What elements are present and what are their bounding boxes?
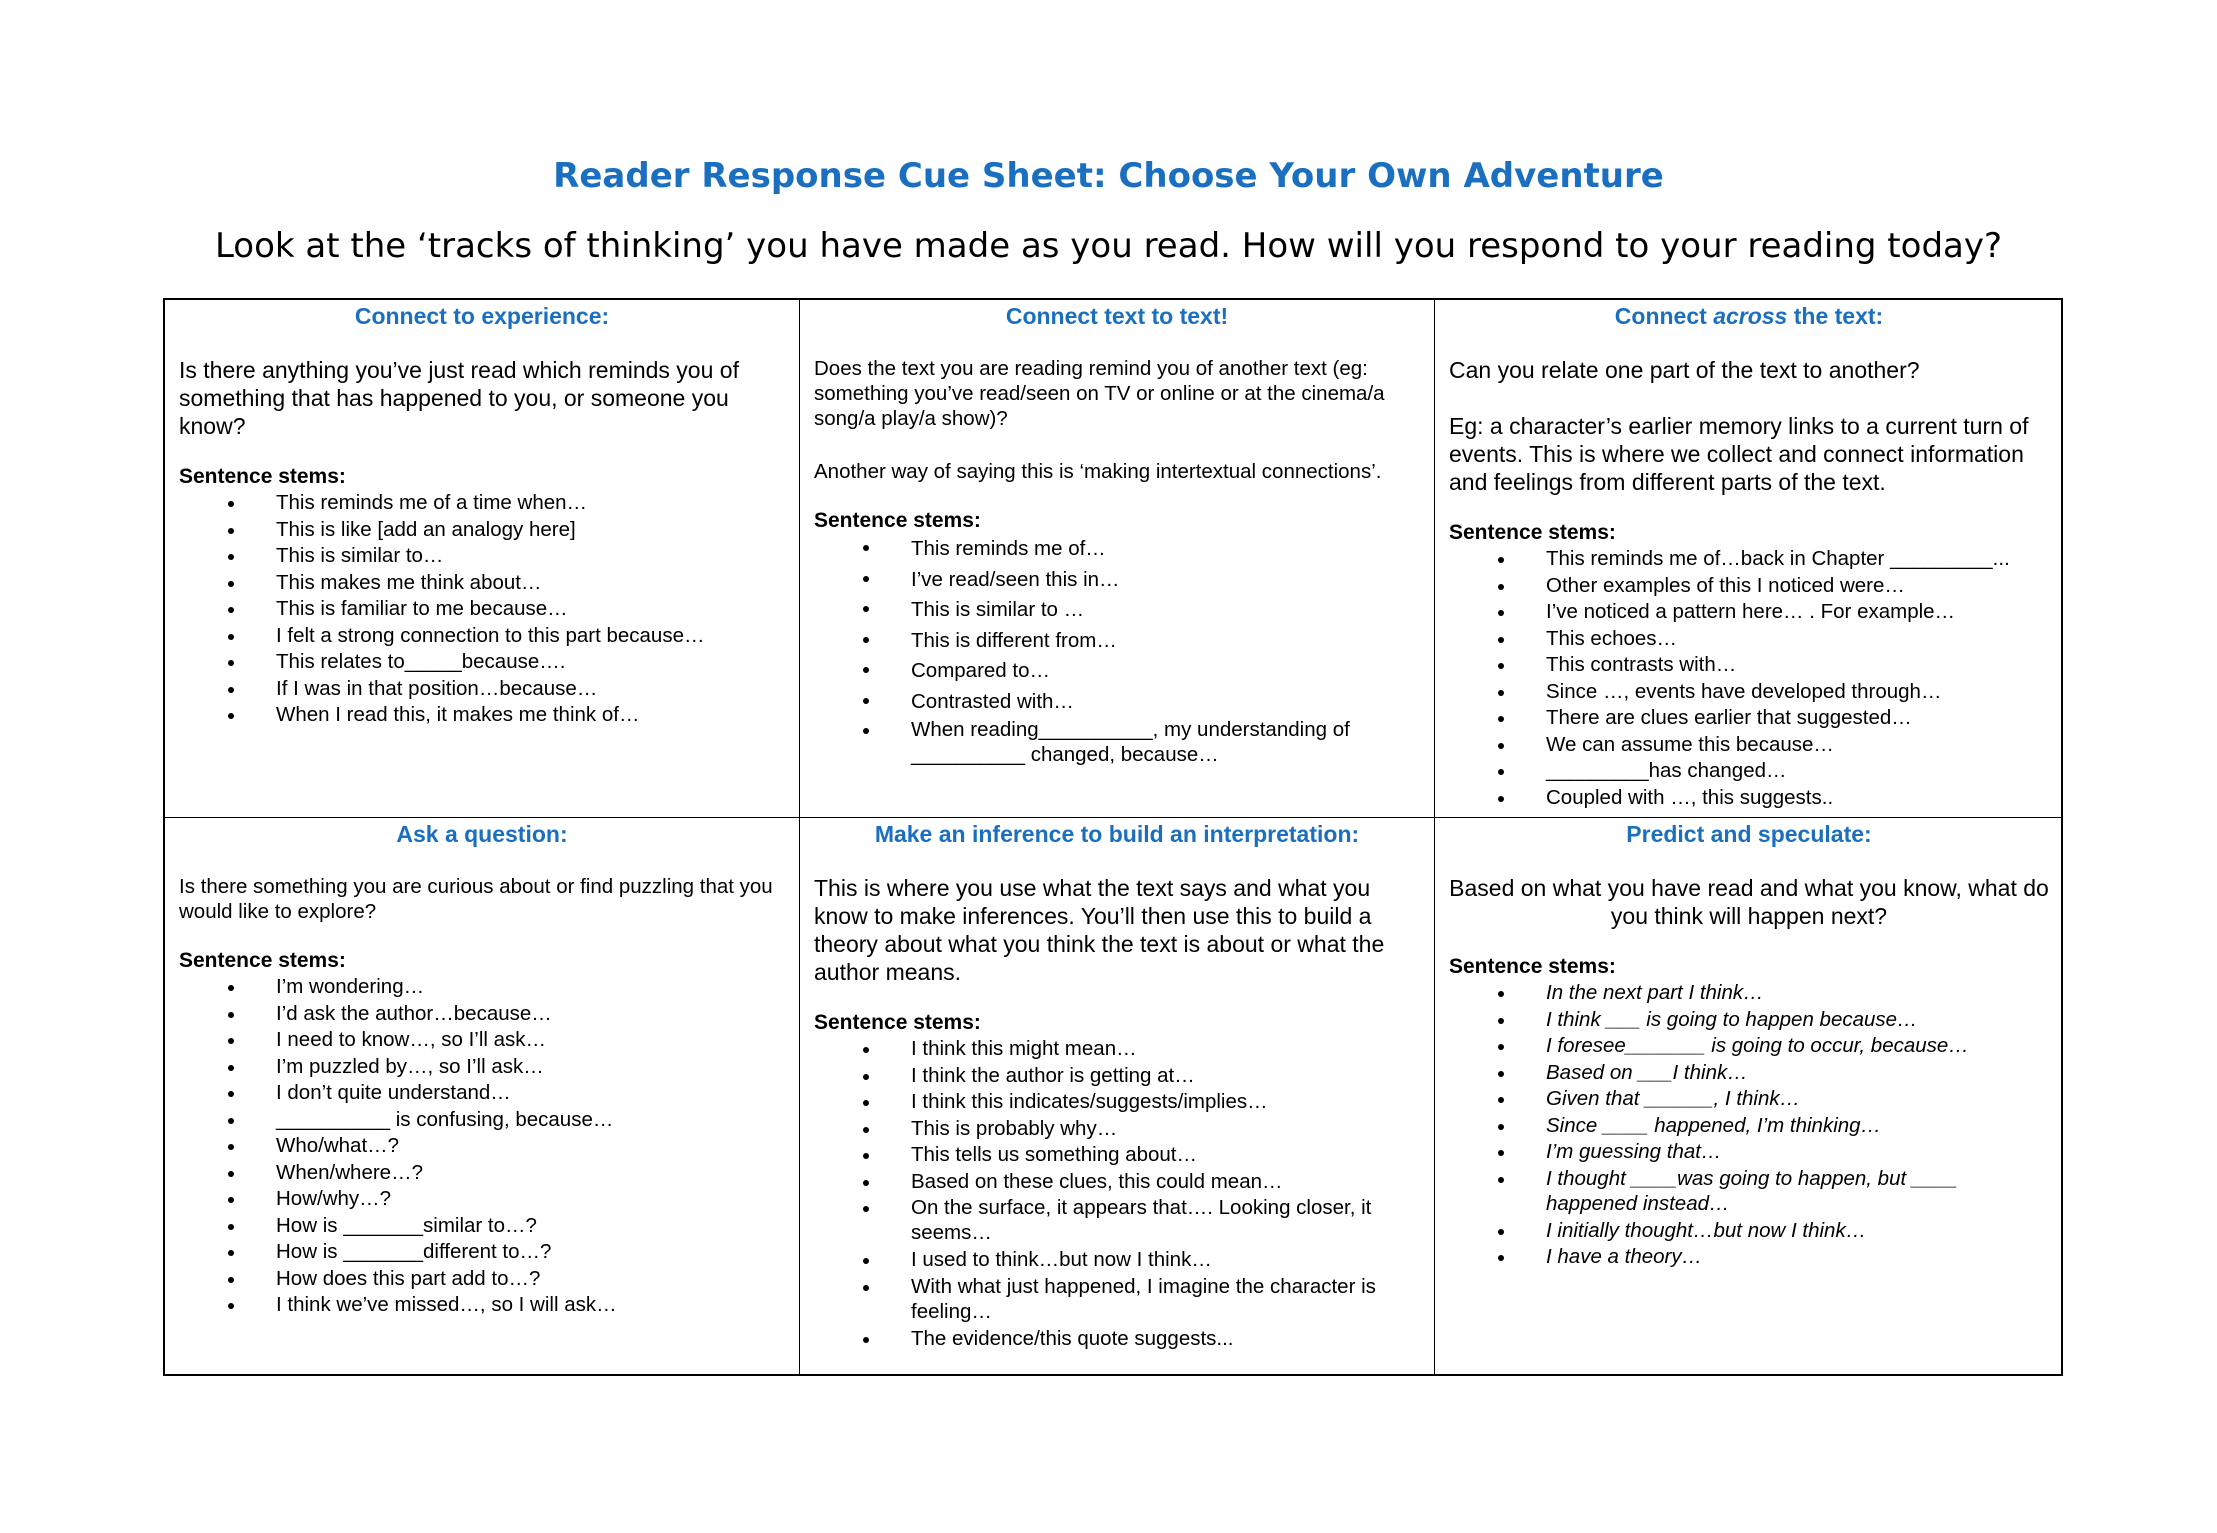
list-item: I’ve noticed a pattern here… . For example… xyxy=(1546,599,2049,626)
list-item: Compared to… xyxy=(911,656,1420,687)
list-item: When reading__________, my understanding of __________ changed, because… xyxy=(911,717,1420,767)
list-item: This echoes… xyxy=(1546,626,2049,653)
list-item: If I was in that position…because… xyxy=(276,676,785,703)
cell-heading: Predict and speculate: xyxy=(1626,821,1872,847)
list-item: I foresee_______ is going to occur, because… xyxy=(1546,1033,2049,1060)
list-item: Since …, events have developed through… xyxy=(1546,679,2049,706)
heading-part: Connect xyxy=(1614,303,1714,329)
list-item: When/where…? xyxy=(276,1160,785,1187)
list-item: When I read this, it makes me think of… xyxy=(276,702,785,729)
stems-list xyxy=(1449,980,2049,1271)
heading-part: the text: xyxy=(1787,303,1884,329)
cell-connect-text-to-text xyxy=(800,300,1434,817)
list-item: I thought ____was going to happen, but ____ happened instead… xyxy=(1546,1166,2049,1216)
cell-prompt-secondary: Another way of saying this is ‘making intertextual connections’. xyxy=(814,460,1382,483)
page-title: Reader Response Cue Sheet: Choose Your Own Adventure xyxy=(553,156,1664,196)
list-item: This relates to_____because…. xyxy=(276,649,785,676)
list-item: I initially thought…but now I think… xyxy=(1546,1218,2049,1245)
cell-prompt: Does the text you are reading remind you of another text (eg: something you’ve read/seen on TV or online or at the cinema/a song/a play/a show)? xyxy=(814,357,1385,430)
stems-list xyxy=(814,534,1420,767)
list-item: I don’t quite understand… xyxy=(276,1080,785,1107)
stems-list xyxy=(179,974,785,1319)
list-item: This reminds me of…back in Chapter _________... xyxy=(1546,546,2049,573)
stems-list xyxy=(814,1036,1420,1352)
list-item: How is _______similar to…? xyxy=(276,1213,785,1240)
list-item: I think this might mean… xyxy=(911,1036,1420,1063)
list-item: I’d ask the author…because… xyxy=(276,1001,785,1028)
list-item: Based on ___I think… xyxy=(1546,1060,2049,1087)
list-item: I think we’ve missed…, so I will ask… xyxy=(276,1292,785,1319)
list-item: Contrasted with… xyxy=(911,687,1420,718)
cell-ask-question xyxy=(165,818,799,1376)
stems-list xyxy=(179,490,785,729)
list-item: This makes me think about… xyxy=(276,570,785,597)
stems-label: Sentence stems: xyxy=(179,465,346,488)
cell-predict-speculate xyxy=(1435,818,2063,1376)
list-item: This is different from… xyxy=(911,626,1420,657)
list-item: Who/what…? xyxy=(276,1133,785,1160)
list-item: This reminds me of… xyxy=(911,534,1420,565)
list-item: This contrasts with… xyxy=(1546,652,2049,679)
list-item: I used to think…but now I think… xyxy=(911,1247,1420,1274)
list-item: Since ____ happened, I’m thinking… xyxy=(1546,1113,2049,1140)
list-item: This tells us something about… xyxy=(911,1142,1420,1169)
list-item: Coupled with …, this suggests.. xyxy=(1546,785,2049,812)
list-item: How does this part add to…? xyxy=(276,1266,785,1293)
cell-heading: Connect text to text! xyxy=(1005,303,1229,329)
cell-prompt: Is there anything you’ve just read which reminds you of something that has happened to you, or someone you know? xyxy=(179,357,739,439)
list-item: How/why…? xyxy=(276,1186,785,1213)
list-item: _________has changed… xyxy=(1546,758,2049,785)
cell-connect-experience xyxy=(165,300,799,817)
cell-heading: Make an inference to build an interpretation: xyxy=(874,821,1360,847)
list-item: This is probably why… xyxy=(911,1116,1420,1143)
list-item: How is _______different to…? xyxy=(276,1239,785,1266)
cell-prompt: Is there something you are curious about or find puzzling that you would like to explore? xyxy=(179,875,773,923)
list-item: There are clues earlier that suggested… xyxy=(1546,705,2049,732)
list-item: I’m guessing that… xyxy=(1546,1139,2049,1166)
cell-prompt: This is where you use what the text says and what you know to make inferences. You’ll then use this to build a theory about what you think the text is about or what the author means. xyxy=(814,875,1385,985)
stems-label: Sentence stems: xyxy=(179,949,346,972)
cell-make-inference xyxy=(800,818,1434,1376)
list-item: __________ is confusing, because… xyxy=(276,1107,785,1134)
list-item: This is like [add an analogy here] xyxy=(276,517,785,544)
list-item: Given that ______, I think… xyxy=(1546,1086,2049,1113)
list-item: I’m wondering… xyxy=(276,974,785,1001)
list-item: On the surface, it appears that…. Looking closer, it seems… xyxy=(911,1195,1420,1245)
list-item: I have a theory… xyxy=(1546,1244,2049,1271)
list-item: With what just happened, I imagine the character is feeling… xyxy=(911,1274,1420,1324)
list-item: This reminds me of a time when… xyxy=(276,490,785,517)
heading-emphasis: across xyxy=(1713,303,1788,329)
cell-prompt-secondary: Eg: a character’s earlier memory links to a current turn of events. This is where we collect and connect information and feelings from different parts of the text. xyxy=(1449,413,2029,495)
list-item: I think ___ is going to happen because… xyxy=(1546,1007,2049,1034)
list-item: I need to know…, so I’ll ask… xyxy=(276,1027,785,1054)
stems-list xyxy=(1449,546,2049,811)
stems-label: Sentence stems: xyxy=(814,1011,981,1034)
page-subtitle: Look at the ‘tracks of thinking’ you have made as you read. How will you respond to your reading today? xyxy=(214,226,2003,266)
cell-prompt: Can you relate one part of the text to another? xyxy=(1449,357,1920,383)
list-item: In the next part I think… xyxy=(1546,980,2049,1007)
cell-connect-across xyxy=(1435,300,2063,817)
cell-heading xyxy=(1449,302,2049,330)
list-item: I’ve read/seen this in… xyxy=(911,565,1420,596)
cue-sheet-table xyxy=(163,298,2063,1376)
stems-label: Sentence stems: xyxy=(1449,521,1616,544)
stems-label: Sentence stems: xyxy=(814,509,981,532)
list-item: This is familiar to me because… xyxy=(276,596,785,623)
cell-heading: Connect to experience: xyxy=(354,303,610,329)
list-item: This is similar to… xyxy=(276,543,785,570)
cell-prompt: Based on what you have read and what you know, what do you think will happen next? xyxy=(1449,875,2049,929)
cell-heading: Ask a question: xyxy=(396,821,568,847)
list-item: Based on these clues, this could mean… xyxy=(911,1169,1420,1196)
list-item: I’m puzzled by…, so I’ll ask… xyxy=(276,1054,785,1081)
list-item: I think this indicates/suggests/implies… xyxy=(911,1089,1420,1116)
list-item: Other examples of this I noticed were… xyxy=(1546,573,2049,600)
list-item: I felt a strong connection to this part because… xyxy=(276,623,785,650)
list-item: The evidence/this quote suggests... xyxy=(911,1326,1420,1353)
stems-label: Sentence stems: xyxy=(1449,955,1616,978)
list-item: This is similar to … xyxy=(911,595,1420,626)
list-item: We can assume this because… xyxy=(1546,732,2049,759)
list-item: I think the author is getting at… xyxy=(911,1063,1420,1090)
